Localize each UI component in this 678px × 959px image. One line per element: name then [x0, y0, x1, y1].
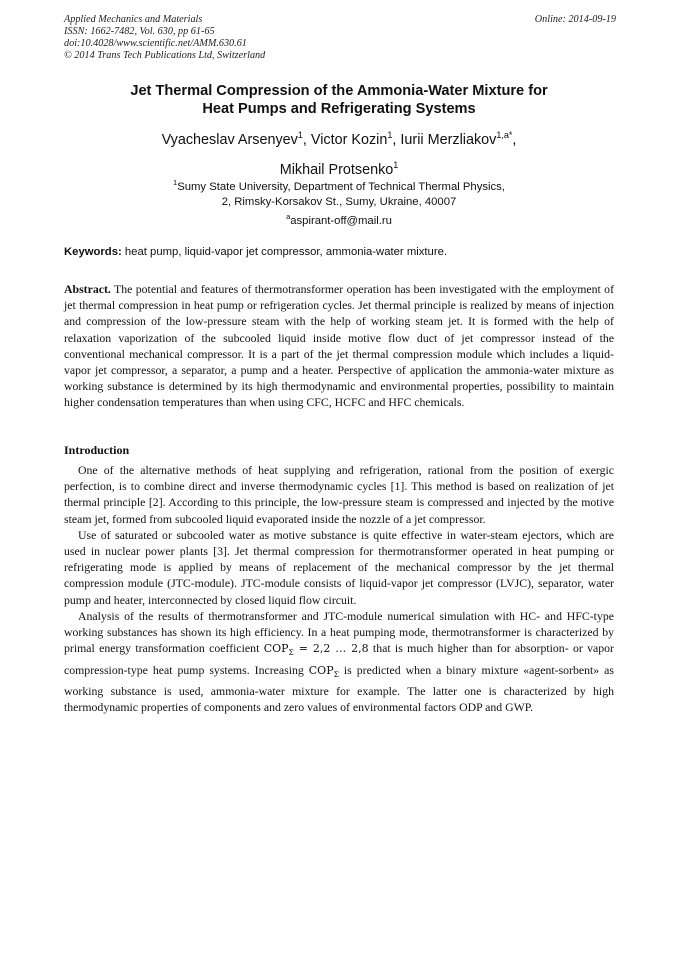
affiliation [64, 175, 614, 211]
author-affil-sup: 1 [387, 130, 393, 140]
journal-issn: ISSN: 1662-7482, Vol. 630, pp 61-65 [64, 26, 215, 37]
author-name: Vyacheslav Arsenyev [161, 131, 298, 148]
author-name: Victor Kozin [310, 131, 388, 148]
journal-header [64, 14, 616, 62]
affiliation-sup: 1 [173, 178, 178, 187]
journal-name: Applied Mechanics and Materials [64, 14, 203, 25]
email-sup: a [286, 212, 291, 221]
body-paragraph: One of the alternative methods of heat supplying and refrigeration, rational from the position of exergic perfection, is to combine direct and inverse thermodynamic cycles [1]. This method is based on realization of jet thermal principle [2]. According to this principle, the low-pressure steam is compressed and injected by the motive steam jet, formed from subcooled liquid evaporated inside the nozzle of a jet compressor. [64, 463, 614, 526]
affiliation-line-2: 2, Rimsky-Korsakov St., Sumy, Ukraine, 40007 [221, 196, 457, 209]
abstract-label: Abstract. [64, 282, 111, 296]
paper-title-line-1: Jet Thermal Compression of the Ammonia-Water Mixture for [130, 83, 548, 99]
online-date: Online: 2014-09-19 [534, 14, 616, 25]
author-list [64, 123, 614, 183]
abstract-text: The potential and features of thermotransformer operation has been investigated with the employment of jet thermal compression in heat pump or refrigeration cycles. Jet thermal principle is realized by means of injection and compression of the low-pressure steam with the help of working steam jet. It is formed with the help of relaxation vaporization of the subcooled liquid inside motive flow duct of jet compressor instead of the conventional mechanical compressor. It is a part of the jet thermal compression module which includes a liquid-vapor jet compressor, a separator, a pump and a heater. Perspective of application the ammonia-water mixture as working substance is determined by its high thermodynamic and environmental properties, possibility to maintain higher condensation temperatures than when using CFC, HCFC and HFC chemicals. [64, 282, 614, 410]
author-separator: , [302, 131, 311, 148]
introduction-body [64, 462, 614, 715]
body-paragraph: Use of saturated or subcooled water as motive substance is quite effective in water-steam ejectors, which are used in nuclear power plants [3]. Jet thermal compression for thermotransformer operated in heat pumping or refrigerating mode is applied by means of replacement of the mechanical compressor by the jet thermal compression module (JTC-module). JTC-module consists of liquid-vapor jet compressor (LVJC), separator, water pump and heater, interconnected by closed liquid flow circuit. [64, 527, 614, 607]
keywords-text: heat pump, liquid-vapor jet compressor, ammonia-water mixture. [121, 246, 447, 258]
journal-copyright: © 2014 Trans Tech Publications Ltd, Switzerland [64, 50, 266, 61]
abstract [64, 281, 614, 411]
body-paragraph [64, 608, 614, 716]
paragraph-text: Analysis of the results of thermotransformer and JTC-module numerical simulation with HC- and HFC-type working substances has shown its high efficiency. In a heat pumping mode, thermotransformer is characterized by primal energy transformation coefficient [64, 608, 614, 656]
paper-title-line-2: Heat Pumps and Refrigerating Systems [202, 101, 476, 117]
cop-formula: $COP_\Sigma = 2,2$ … 2,8 [263, 642, 369, 658]
affiliation-line-1: Sumy State University, Department of Technical Thermal Physics, [177, 180, 505, 193]
email-address[interactable]: aspirant-off@mail.ru [290, 214, 392, 227]
author-separator: , [512, 131, 517, 148]
section-heading-introduction: Introduction [64, 443, 130, 457]
author-name: Iurii Merzliakov [400, 131, 497, 148]
author-affil-sup: 1,a* [496, 130, 513, 140]
paragraph-text: is predicted when a binary mixture «agent-sorbent» as working substance is used, ammonia-water mixture for example. The latter one is characterized by high thermodynamic properties of components and zero values of environmental factors ODP and GWP. [64, 662, 615, 715]
contact-email [64, 210, 614, 228]
paragraph-text: that is much higher than for absorption- or vapor compression-type heat pump systems. Increasing [64, 641, 614, 677]
cop-symbol: $COP_\Sigma$ [308, 663, 339, 679]
author-affil-sup: 1 [393, 159, 399, 170]
keywords-label: Keywords: [64, 246, 122, 258]
journal-doi[interactable]: doi:10.4028/www.scientific.net/AMM.630.61 [64, 38, 247, 49]
paper-title [64, 82, 614, 118]
author-separator: , [392, 131, 401, 148]
author-name: Mikhail Protsenko [279, 161, 394, 178]
author-affil-sup: 1 [297, 130, 303, 140]
keywords [64, 245, 616, 259]
